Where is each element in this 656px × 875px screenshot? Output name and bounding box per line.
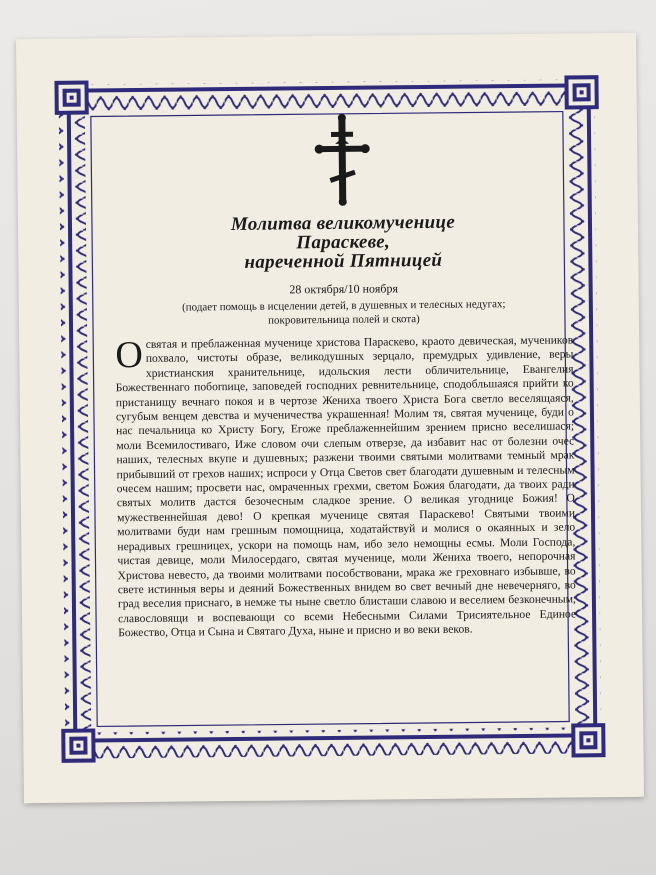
note-line-2: покровительница полей и скота) [268, 313, 420, 327]
note-line-1: (подает помощь в исцелении детей, в душевных и телесных недугах; [182, 298, 506, 314]
prayer-card [16, 33, 644, 803]
prayer-body-text: святая и преблаженная мученице христова Параскево, краото девическая, мучеников похвало, чистоты образе, великодушных зерцало, премудрых удивление, веры христианския хранительнице, идольския лести обличительнице, Евангелия Божественнаго побornице, заповедей господних ревнительнице, сподобльшаяся прийти ко пристанищу вечнаго покоя и в чертозе Жениха твоего Христа Бога светло веселящаяся, сугубым венцем девства и мученичества украшенная! Молим тя, святая мученице, буди о нас печальница ко Христу Богу, Егоже преблаженнейшим зрением присно веселишася; моли Всемилостиваго, Иже словом очи слепым отверзе, да избавит нас от болезни очес наших, телесных вкупе и душевных; разжени твоими святыми молитвами темный мрак прибывший от грехов наших; испроси у Отца Светов свет благодати душевным и телесным очесем нашим; просвети нас, омраченных грехми, светом Божия благодати, да твоих ради святых молитв дастся безочесным сладкое зрение. О великая угоднице Божия! О мужественнейшая дево! О крепкая мученице святая Параскево! Святыми твоими молитвами буди нам грешным помощница, ходатайствуй и молися о окаянных и зело нерадивых грешницех, ускори на помощь нам, ибо зело немощны есмы. Моли Господа, чистая девице, моли Милосердаго, святая мученице, моли Жениха твоего, непорочная Христова невесто, да твоими молитвами пособствовани, мрака же греховнаго избывше, во свете истинныя веры и деяний Божественных внидем во свет вечный дне невечерняго, во град веселия приснаго, в немже ты ныне светло блисташи славою и веселием безконечным, славословящи и воспевающи со всеми Небесными Силами Трисиятельное Единое Божество, Отца и Сына и Святаго Духа, ныне и присно и во веки веков. [115, 333, 577, 640]
title-line-1: Молитва великомученице [230, 211, 456, 236]
prayer-text [115, 333, 576, 640]
orthodox-cross-icon [311, 114, 374, 207]
patronage-note [115, 296, 573, 329]
drop-cap: О [115, 333, 144, 377]
title-line-2: Параскеве, [296, 231, 391, 254]
prayer-content [113, 111, 578, 756]
feast-date: 28 октября/10 ноября [289, 281, 398, 297]
prayer-title [114, 211, 573, 273]
title-line-3: нареченной Пятницей [244, 249, 443, 273]
